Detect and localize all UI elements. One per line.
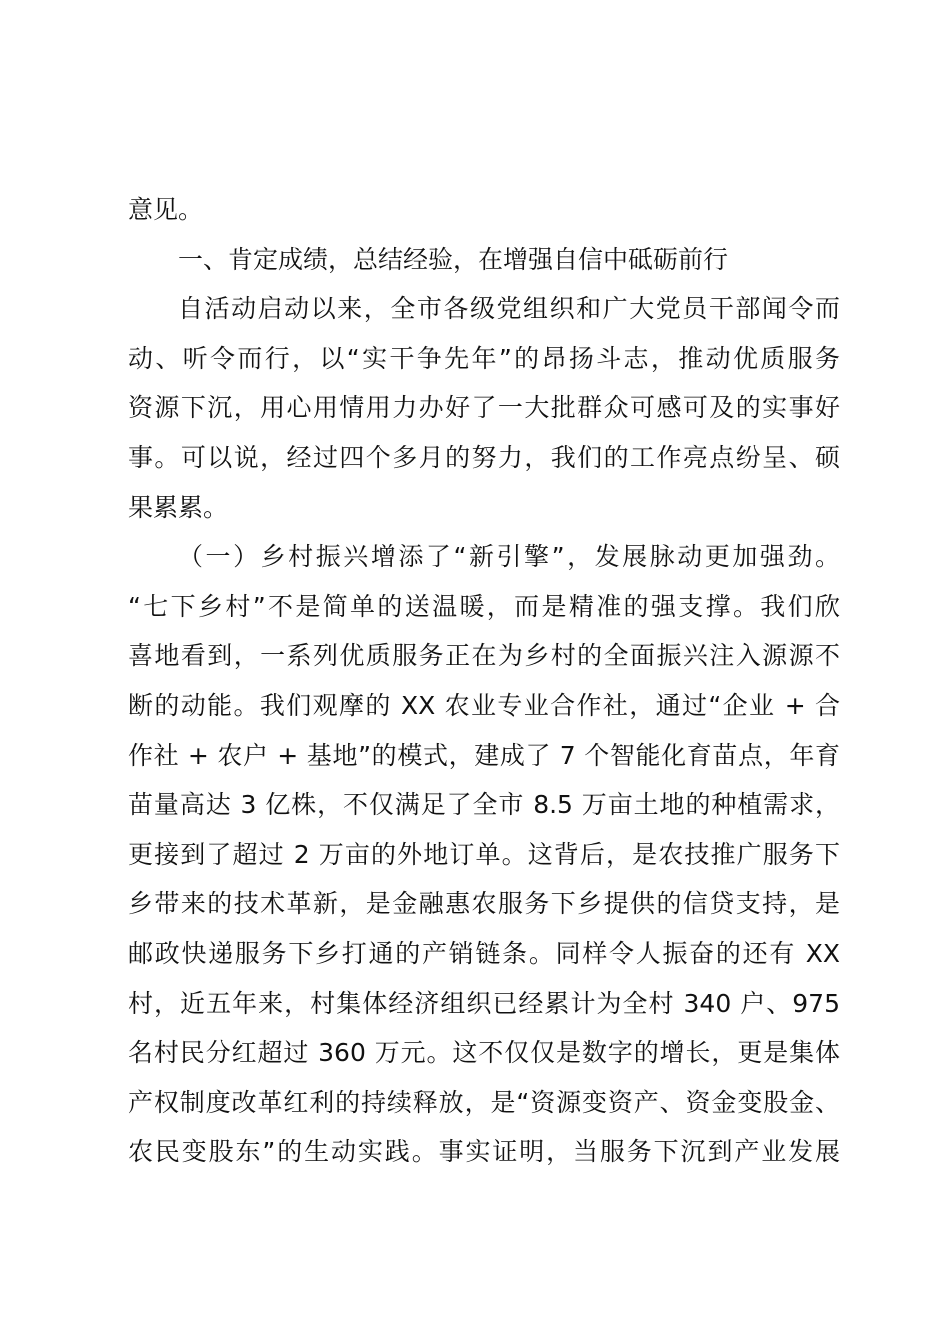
- text-line: 更接到了超过 2 万亩的外地订单。这背后，是农技推广服务下: [128, 839, 840, 869]
- subsection-heading: （一）乡村振兴增添了“新引擎”，发展脉动更加强劲。: [178, 542, 840, 572]
- text-line: 农民变股东”的生动实践。事实证明，当服务下沉到产业发展: [128, 1137, 840, 1167]
- text-line: 果累累。: [128, 492, 229, 522]
- text-line: 村，近五年来，村集体经济组织已经累计为全村 340 户、975: [128, 988, 840, 1018]
- text-line: 乡带来的技术革新，是金融惠农服务下乡提供的信贷支持，是: [128, 889, 840, 919]
- text-line: 苗量高达 3 亿株，不仅满足了全市 8.5 万亩土地的种植需求，: [128, 790, 840, 820]
- section-heading: 一、肯定成绩，总结经验，在增强自信中砥砺前行: [178, 244, 729, 274]
- text-line: 名村民分红超过 360 万元。这不仅仅是数字的增长，更是集体: [128, 1038, 840, 1068]
- text-line: 断的动能。我们观摩的 XX 农业专业合作社，通过“企业 + 合: [128, 690, 840, 720]
- text-line: 事。可以说，经过四个多月的努力，我们的工作亮点纷呈、硕: [128, 442, 840, 472]
- body-text: [128, 185, 840, 1177]
- text-line: 资源下沉，用心用情用力办好了一大批群众可感可及的实事好: [128, 393, 840, 423]
- text-line: 产权制度改革红利的持续释放，是“资源变资产、资金变股金、: [128, 1087, 840, 1117]
- text-line: 自活动启动以来，全市各级党组织和广大党员干部闻令而: [178, 294, 840, 324]
- text-line: 作社 + 农户 + 基地”的模式，建成了 7 个智能化育苗点，年育: [128, 740, 840, 770]
- text-line: “七下乡村”不是简单的送温暖，而是精准的强支撑。我们欣: [128, 591, 840, 621]
- text-line: 意见。: [128, 195, 204, 224]
- text-line: 动、听令而行，以“实干争先年”的昂扬斗志，推动优质服务: [128, 343, 840, 373]
- text-line: 喜地看到，一系列优质服务正在为乡村的全面振兴注入源源不: [128, 641, 840, 671]
- text-line: 邮政快递服务下乡打通的产销链条。同样令人振奋的还有 XX: [128, 938, 840, 968]
